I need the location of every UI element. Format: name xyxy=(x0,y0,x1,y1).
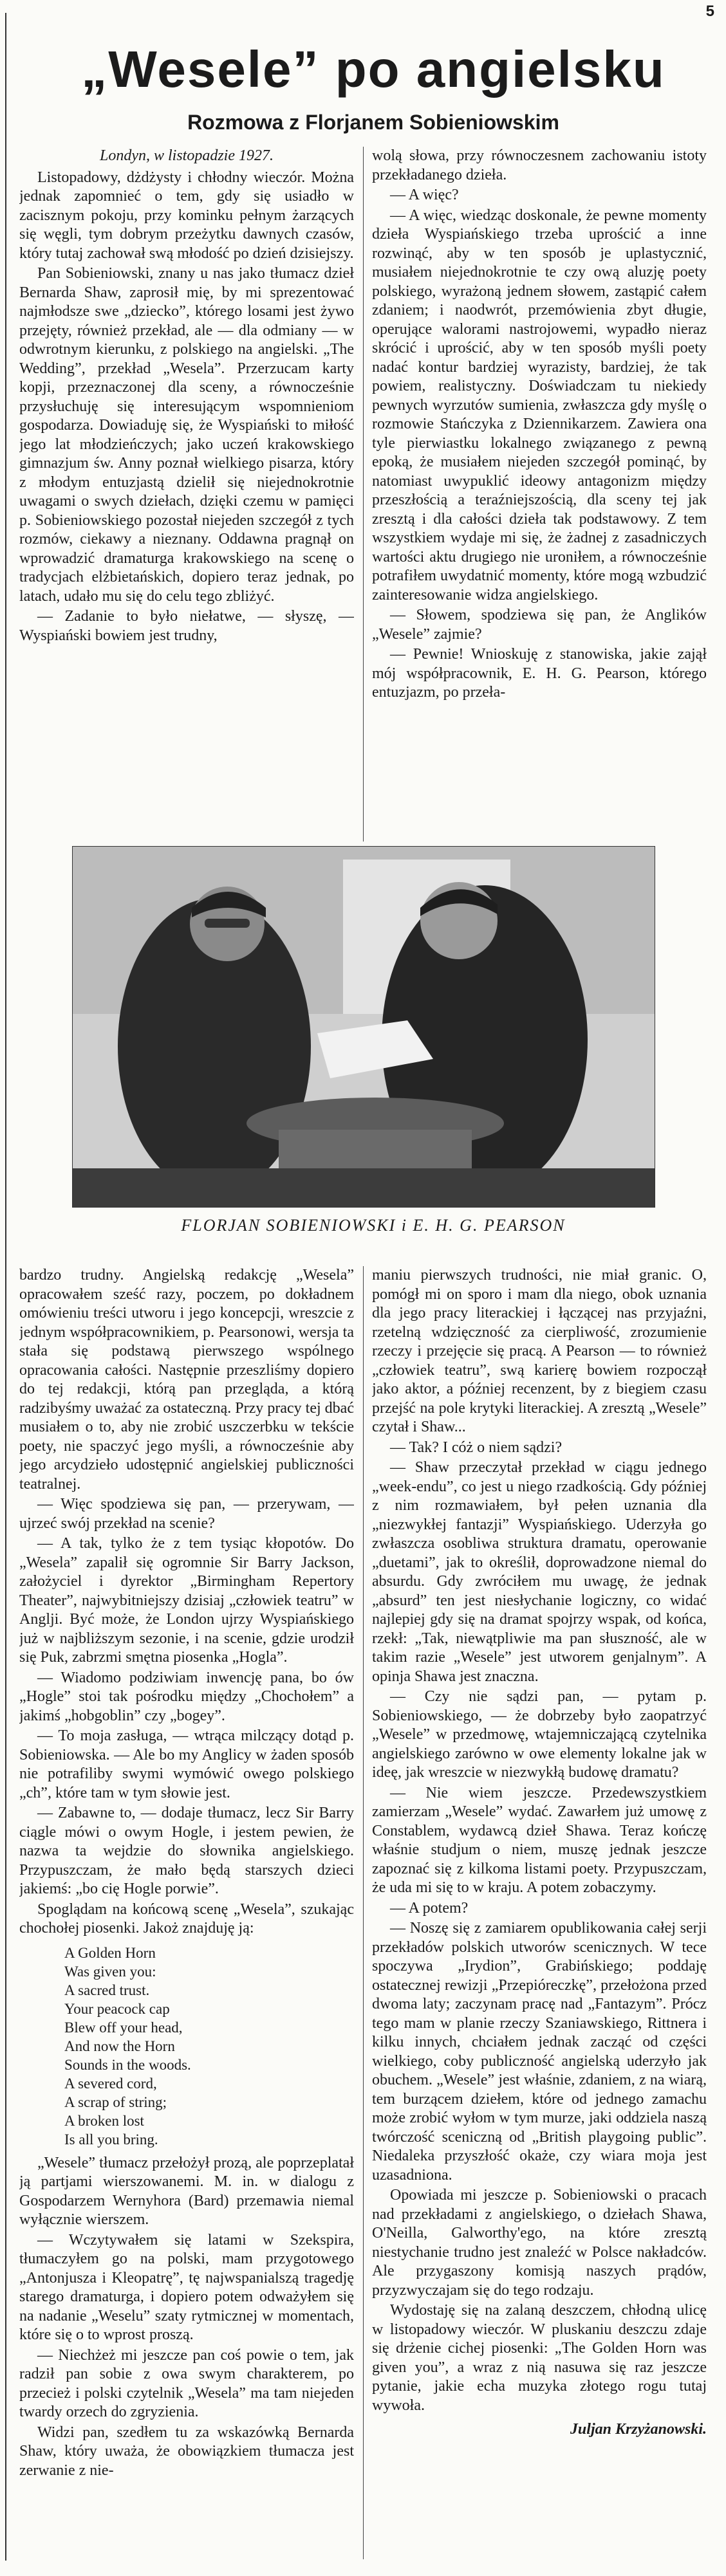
column-divider-bottom xyxy=(363,1266,364,2559)
poem-line: A severed cord, xyxy=(64,2075,157,2092)
article-photo xyxy=(72,846,655,1208)
paragraph: — Shaw przeczytał przekład w ciągu jednego „week-endu”, co jest u niego rzadkością. Gdy później z nim rozmawiałem, był pełen uznania dla „niezwykłej fantazji” Wyspiańskiego. Uderzyła go zwłaszcza osobliwa struktura dramatu, operowanie „duetami”, jak to określił, doprowadzone niemal do absurdu. Gdy zwróciłem mu uwagę, że jednak „absurd” ten jest niesłychanie logiczny, co widać najlepiej gdy się na dramat spojrzy wspak, od końca, rzekł: „Tak, niewątpliwie ma pan słuszność, ale w takim razie „Wesele” jest utworem genjalnym”. A opinja Shawa jest znaczna. xyxy=(372,1459,707,1685)
paragraph: Wydostaję się na zalaną deszczem, chłodną ulicę w listopadowy wieczór. W pluskaniu deszczu zdaje się drżenie cichej piosenki: „The Golden Horn was given you”, a wraz z nią nasuwa się raz jeszcze pytanie, jakie echa muzyka złotego rogu tutaj wywoła. xyxy=(372,2302,707,2414)
paragraph: — Wiadomo podziwiam inwencję pana, bo ów „Hogle” stoi tak pośrodku między „Chochołem” a jakimś „hobgoblin” czy „bogey”. xyxy=(19,1669,354,1724)
poem-line: Is all you bring. xyxy=(64,2131,158,2148)
paragraph: — Noszę się z zamiarem opublikowania całej serji przekładów polskich utworów scenicznych. W tece spoczywa „Irydion”, Grabińskiego; poddaję ostatecznej rewizji „Przepióreczkę”, przełożona przed dwoma laty; zaczynam pracę nad „Fantazym”. Prócz tego mam w planie rzeczy Szaniawskiego, Rittnera i kilku innych, chciałem jednak zacząć od części wielkiego, coby publiczność angielską uderzyło jak obuchem. „Wesele” jest właśnie, zdaniem, z na wiarą, tem burzącem dziełem, które od jednego zamachu może zrobić wyłom w tym murze, jaki oddziela naszą twórczość sceniczną od „British playgoing public”. Niedaleka przyszłość okaże, czy wiara moja jest uzasadniona. xyxy=(372,1920,707,2184)
paragraph: — Pewnie! Wnioskuję z stanowiska, jakie zajął mój współpracownik, E. H. G. Pearson, którego entuzjazm, po przeła- xyxy=(372,646,707,701)
poem-line: Was given you: xyxy=(64,1963,156,1980)
paragraph: maniu pierwszych trudności, nie miał granic. O, pomógł mi on sporo i mam dla niego, obok uznania dla jego pracy literackiej i łączącej nas przyjaźni, rzetelną wdzięczność za cierpliwość, zrozumienie rzeczy i przejęcie się pracą. A Pearson — to również „człowiek teatru”, swą karierę bowiem rozpoczął jako aktor, a później recenzent, by z biegiem czasu przejść na pole krytyki literackiej. A zresztą „Wesele” czytał i Shaw... xyxy=(372,1267,707,1435)
paragraph: — Nie wiem jeszcze. Przedewszystkiem zamierzam „Wesele” wydać. Zawarłem już umowę z Constablem, wydawcą dzieł Shawa. Teraz kończę właśnie studjum o niem, muszę jednak jeszcze zapoznać się z kilkoma listami poety. Przypuszczam, że uda mi się to w kraju. A potem zobaczymy. xyxy=(372,1784,707,1896)
column-1 xyxy=(19,147,354,848)
poem-line: A broken lost xyxy=(64,2112,144,2129)
paragraph: — Zabawne to, — dodaje tłumacz, lecz Sir Barry ciągle mówi o owym Hogle, i jestem pewien, że nazwa ta wejdzie do słownika angielskiego. Przypuszczam, że mało będą starszych dzieci jakiemś: „bo cię Hogle porwie”. xyxy=(19,1805,354,1897)
paragraph: „Wesele” tłumacz przełożył prozą, ale poprzeplatał ją partjami wierszowanemi. M. in. w dialogu z Gospodarzem Wernyhora (Bard) przemawia niemal wyłącznie wierszem. xyxy=(19,2154,354,2228)
paragraph: — Wczytywałem się latami w Szekspira, tłumaczyłem go na polski, mam przygotowego „Antonjusza i Kleopatrę”, tę najwspanialszą tragedję starego dramaturga, i dopiero potem odważyłem się na nadanie „Weselu” szaty rytmicznej w momentach, które się o to wprost proszą. xyxy=(19,2231,354,2343)
page-number: 5 xyxy=(705,3,714,20)
paragraph: — Więc spodziewa się pan, — przerywam, — ujrzeć swój przekład na scenie? xyxy=(19,1496,354,1532)
paragraph: — Słowem, spodziewa się pan, że Anglików „Wesele” zajmie? xyxy=(372,607,707,643)
paragraph: — Czy nie sądzi pan, — pytam p. Sobieniowskiego, — że dobrzeby było zaopatrzyć „Wesele” w przedmowę, wtajemniczającą czytelnika angielskiego zarówno w owe elementy lokalne jak w ideę, jak wreszcie w niezwykłą budowę dramatu? xyxy=(372,1688,707,1781)
paragraph: Listopadowy, dżdżysty i chłodny wieczór. Można jednak zapomnieć o tem, gdy się usiadło w zacisznym pokoju, przy kominku pełnym żarzących się węgli, tym dobrym przeżytku dawnych czasów, który tutaj zachował swą młodość po dzień dzisiejszy. xyxy=(19,169,354,262)
paragraph: — Zadanie to było niełatwe, — słyszę, — Wyspiański bowiem jest trudny, xyxy=(19,608,354,644)
paragraph: bardzo trudny. Angielską redakcję „Wesela” opracowałem sześć razy, poczem, po dokładnem omówieniu treści utworu i jego koncepcji, wreszcie z jednym współpracownikiem, p. Pearsonowi, wersja ta stała się podstawą pierwszego wspólnego opracowania całości. Następnie przeszliśmy dopiero do tej redakcji, którą pan przegląda, a którą radzibyśmy uważać za ostateczną. Przy pracy tej dbać musiałem o to, aby nie zrobić uszczerbku w tekście poety, nie spaczyć jego myśli, a równocześnie aby jego arcydzieło udostępnić angielskiej publiczności teatralnej. xyxy=(19,1267,354,1493)
paragraph: — A więc? xyxy=(390,187,459,203)
poem xyxy=(64,1944,354,2149)
paragraph: Widzi pan, szedłem tu za wskazówką Bernarda Shaw, który uważa, że obowiązkiem tłumacza jest zerwanie z nie- xyxy=(19,2424,354,2479)
paragraph: — A potem? xyxy=(390,1899,469,1917)
photo-caption: FLORJAN SOBIENIOWSKI i E. H. G. PEARSON xyxy=(181,1216,566,1235)
paragraph: Pan Sobieniowski, znany u nas jako tłumacz dzieł Bernarda Shaw, zaprosił mię, by mi sprezentować najmłodsze swe „dziecko”, którego losami jest żywo przejęty, również przekład, ale — dla odmiany — w odwrotnym kierunku, z polskiego na angielski. „The Wedding”, przekład „Wesela”. Przerzucam karty kopji, przeznaczonej dla sceny, a równocześnie przysłuchuję się interesującym wspomnieniom gospodarza. Dowiaduję się, że Wyspiański to miłość jego lat młodzieńczych; jako uczeń krakowskiego gimnazjum św. Anny poznał wielkiego pisarza, który z młodym entuzjastą dzielił się niejednokrotnie uwagami o swych dziełach, dzięki czemu w pamięci p. Sobieniowskiego pozostał niejeden szczegół z tych rozmów, ciekawy a nieznany. Oddawna pragnął on wprowadzić dramaturga krakowskiego na scenę o tradycjach elżbietańskich, dopiero teraz jednak, po latach, udało mu się do celu tego zbliżyć. xyxy=(19,265,354,605)
paragraph: Opowiada mi jeszcze p. Sobieniowski o pracach nad przekładami z angielskiego, o dziełach Shawa, O'Neilla, Galworthy'ego, na które zresztą niestychanie trudno jest znaleźć w Polsce nakładców. Ale przygaszony komisją naszych prądów, przyzwyczajam się do tego rodzaju. xyxy=(372,2187,707,2299)
poem-line: Sounds in the woods. xyxy=(64,2056,191,2073)
poem-line: A Golden Horn xyxy=(64,1944,156,1961)
poem-line: Blew off your head, xyxy=(64,2019,183,2036)
paragraph: — A więc, wiedząc doskonale, że pewne momenty dzieła Wyspiańskiego trzeba uprościć a inne rozwinąć, aby w ten sposób je uplastycznić, musiałem niejednokrotnie te czy ową aluzję poety polskiego, wyrażoną jednem słowem, zastąpić całem zdaniem; i naodwrót, przemówienia zbyt długie, operujące walorami nastrojowemi, wypadło nieraz skrócić i uprościć, aby w ten sposób myśli poety nadać kontur bardziej wyrazisty, bardziej, że tak powiem, realistyczny. Doświadczam tu niekiedy pewnych wyrzutów sumienia, zwłaszcza gdy myślę o rozmowie Stańczyka z Dziennikarzem. Zawiera ona tyle pierwiastku lokalnego związanego z pewną epoką, że musiałem niejeden szczegół pominąć, by natomiast uwypuklić ideowy antagonizm między przeszłością a teraźniejszością, dla sceny tej jak zresztą i dla całości dzieła tak podstawowy. Z tem wszystkiem wydaje mi się, że żadnej z zasadniczych wartości aktu drugiego nie uroniłem, a równocześnie potrafiłem uwydatnić momenty, które mogą wzbudzić zainteresowanie widza angielskiego. xyxy=(372,207,707,603)
column-divider-top xyxy=(363,147,364,842)
photo-illustration xyxy=(73,847,655,1207)
column-4 xyxy=(372,1266,707,2566)
poem-line: Your peacock cap xyxy=(64,2000,170,2017)
poem-line: And now the Horn xyxy=(64,2038,175,2054)
paragraph: — To moja zasługa, — wtrąca milczący dotąd p. Sobieniowska. — Ale bo my Anglicy w żaden sposób nie potrafiliby swymi wymówić owego polskiego „ch”, które tam w tym słowie jest. xyxy=(19,1727,354,1801)
column-2 xyxy=(372,147,707,848)
paragraph: — Niechżeż mi jeszcze pan coś powie o tem, jak radził pan sobie z owa swym charakterem, po przecież i polski czytelnik „Wesela” ma tam niejeden twardy orzech do zgryzienia. xyxy=(19,2346,354,2420)
paragraph: — Tak? I cóż o niem sądzi? xyxy=(390,1439,563,1456)
column-3 xyxy=(19,1266,354,2566)
article-title: „Wesele” po angielsku xyxy=(81,41,666,98)
article-subtitle: Rozmowa z Florjanem Sobieniowskim xyxy=(187,111,559,134)
paragraph: Spoglądam na końcową scenę „Wesela”, szukając chochołej piosenki. Jakoż znajduję ją: xyxy=(19,1900,354,1937)
author-signature: Juljan Krzyżanowski. xyxy=(570,2421,707,2438)
paragraph: — A tak, tylko że z tem tysiąc kłopotów. Do „Wesela” zapalił się ogromnie Sir Barry Jackson, założyciel i dyrektor „Birmingham Repertory Theater”, najwybitniejszy dzisiaj „człowiek teatru” w Anglji. Być może, że London ujrzy Wyspiańskiego już w najbliższym sezonie, i na scenie, gdzie urodził się Puk, zabrzmi smętna piosenka „Hogla”. xyxy=(19,1535,354,1666)
left-margin-rule xyxy=(5,13,6,2561)
poem-line: A sacred trust. xyxy=(64,1982,150,1998)
poem-line: A scrap of string; xyxy=(64,2093,167,2110)
dateline: Londyn, w listopadzie 1927. xyxy=(99,147,274,164)
paragraph: wolą słowa, przy równoczesnem zachowaniu istoty przekładanego dzieła. xyxy=(372,147,707,183)
